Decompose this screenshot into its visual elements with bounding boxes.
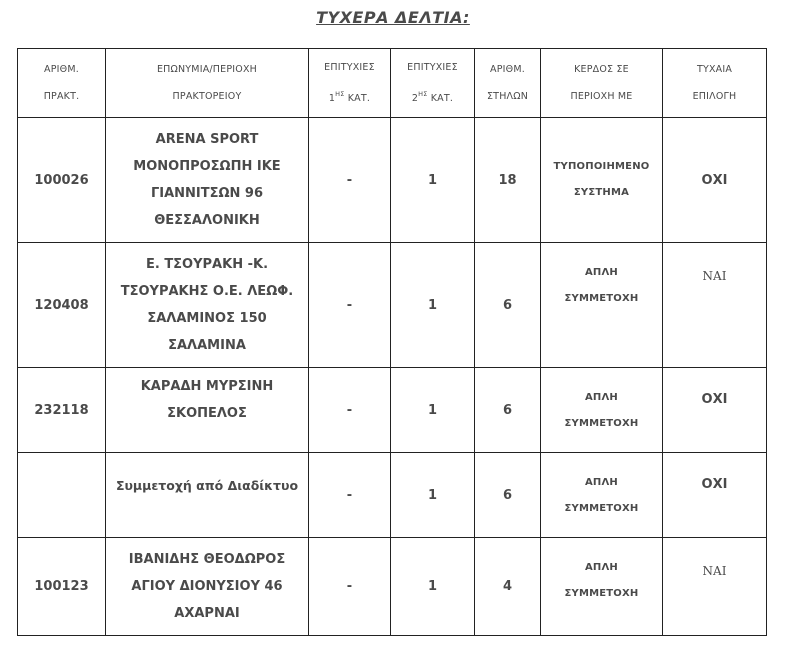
table-row — [18, 538, 767, 636]
profit-line: ΣΥΣΤΗΜΑ — [573, 187, 630, 198]
random-selection-cell: ΟΧΙ — [663, 368, 767, 453]
agency-name-cell — [106, 368, 309, 453]
header-name — [106, 49, 309, 118]
agency-name-line: ΙΒΑΝΙΔΗΣ ΘΕΟΔΩΡΟΣ — [128, 552, 286, 567]
page-title: ΤΥΧΕΡΑ ΔΕΛΤΙΑ: — [316, 8, 470, 27]
winning-tickets-table — [17, 48, 767, 636]
table-row — [18, 368, 767, 453]
header-columns — [475, 49, 541, 118]
second-category-cell: 1 — [391, 118, 475, 243]
profit-line: ΑΠΛΗ — [584, 392, 619, 403]
profit-line: ΣΥΜΜΕΤΟΧΗ — [564, 418, 639, 429]
header-row — [18, 49, 767, 118]
header-random — [663, 49, 767, 118]
first-category-cell: - — [309, 243, 391, 368]
header-profit — [541, 49, 663, 118]
agency-number-cell — [18, 453, 106, 538]
first-category-cell: - — [309, 538, 391, 636]
header-random-line: ΤΥΧΑΙΑ — [696, 64, 733, 75]
agency-name-cell — [106, 538, 309, 636]
agency-name-line: ΑΓΙΟΥ ΔΙΟΝΥΣΙΟΥ 46 — [131, 579, 283, 594]
agency-name-line: ΓΙΑΝΝΙΤΣΩΝ 96 — [150, 186, 264, 201]
header-profit-line: ΚΕΡΔΟΣ ΣΕ — [574, 64, 629, 75]
header-first-category — [309, 49, 391, 118]
header-second-category-num: 2 — [411, 93, 419, 104]
profit-line: ΑΠΛΗ — [584, 477, 619, 488]
columns-cell: 18 — [475, 118, 541, 243]
columns-cell: 6 — [475, 368, 541, 453]
first-category-cell: - — [309, 118, 391, 243]
header-first-category-rest: ΚΑΤ. — [344, 93, 371, 104]
columns-cell: 6 — [475, 243, 541, 368]
profit-line: ΣΥΜΜΕΤΟΧΗ — [564, 588, 639, 599]
header-second-category-rest: ΚΑΤ. — [427, 93, 454, 104]
profit-line: ΣΥΜΜΕΤΟΧΗ — [564, 293, 639, 304]
profit-line: ΑΠΛΗ — [584, 562, 619, 573]
table-row — [18, 243, 767, 368]
agency-number-cell: 100026 — [18, 118, 106, 243]
agency-name-line: ARENA SPORT — [155, 132, 259, 147]
agency-number-cell: 120408 — [18, 243, 106, 368]
second-category-cell: 1 — [391, 243, 475, 368]
agency-name-cell — [106, 243, 309, 368]
header-second-category — [391, 49, 475, 118]
agency-name-line: ΣΑΛΑΜΙΝΑ — [168, 338, 246, 353]
agency-name-line: ΤΣΟΥΡΑΚΗΣ Ο.Ε. ΛΕΩΦ. — [120, 284, 294, 299]
table-row — [18, 118, 767, 243]
header-random-line: ΕΠΙΛΟΓΗ — [692, 91, 737, 102]
header-agency-no-line: ΑΡΙΘΜ. — [44, 64, 79, 75]
header-name-line: ΠΡΑΚΤΟΡΕΙΟΥ — [172, 91, 242, 102]
header-second-category-sup: ΗΣ — [418, 90, 428, 98]
agency-number-cell: 100123 — [18, 538, 106, 636]
agency-name-line: Ε. ΤΣΟΥΡΑΚΗ -Κ. — [145, 257, 269, 272]
agency-name-line: ΣΑΛΑΜΙΝΟΣ 150 — [147, 311, 267, 326]
random-selection-cell: ΝΑΙ — [663, 538, 767, 636]
header-agency-no — [18, 49, 106, 118]
header-columns-line: ΑΡΙΘΜ. — [490, 64, 525, 75]
columns-cell: 4 — [475, 538, 541, 636]
header-first-category-line — [309, 81, 390, 112]
second-category-cell: 1 — [391, 453, 475, 538]
profit-line: ΑΠΛΗ — [584, 267, 619, 278]
header-first-category-sup: ΗΣ — [335, 90, 345, 98]
header-columns-line: ΣΤΗΛΩΝ — [486, 91, 528, 102]
profit-cell — [541, 243, 663, 368]
header-name-line: ΕΠΩΝΥΜΙΑ/ΠΕΡΙΟΧΗ — [156, 64, 258, 75]
second-category-cell: 1 — [391, 538, 475, 636]
header-second-category-line — [391, 81, 474, 112]
profit-cell — [541, 368, 663, 453]
agency-name-line: ΚΑΡΑΔΗ ΜΥΡΣΙΝΗ — [140, 379, 274, 394]
profit-cell — [541, 453, 663, 538]
first-category-cell: - — [309, 453, 391, 538]
agency-number-cell: 232118 — [18, 368, 106, 453]
random-selection-cell: ΟΧΙ — [663, 453, 767, 538]
agency-name-line: Συμμετοχή από Διαδίκτυο — [115, 478, 299, 493]
profit-cell — [541, 118, 663, 243]
random-selection-cell: ΝΑΙ — [663, 243, 767, 368]
table-row — [18, 453, 767, 538]
header-agency-no-line: ΠΡΑΚΤ. — [43, 91, 80, 102]
first-category-cell: - — [309, 368, 391, 453]
agency-name-cell — [106, 453, 309, 538]
agency-name-cell — [106, 118, 309, 243]
columns-cell: 6 — [475, 453, 541, 538]
random-selection-cell: ΟΧΙ — [663, 118, 767, 243]
header-profit-line: ΠΕΡΙΟΧΗ ΜΕ — [570, 91, 633, 102]
agency-name-line: ΜΟΝΟΠΡΟΣΩΠΗ ΙΚΕ — [133, 159, 281, 174]
header-second-category-line: ΕΠΙΤΥΧΙΕΣ — [407, 62, 458, 73]
header-first-category-num: 1 — [328, 93, 336, 104]
agency-name-line: ΑΧΑΡΝΑΙ — [174, 606, 240, 621]
header-first-category-line: ΕΠΙΤΥΧΙΕΣ — [324, 62, 375, 73]
profit-cell — [541, 538, 663, 636]
agency-name-line: ΘΕΣΣΑΛΟΝΙΚΗ — [154, 213, 260, 228]
agency-name-line: ΣΚΟΠΕΛΟΣ — [167, 406, 247, 421]
profit-line: ΣΥΜΜΕΤΟΧΗ — [564, 503, 639, 514]
profit-line: ΤΥΠΟΠΟΙΗΜΕΝΟ — [553, 161, 650, 172]
second-category-cell: 1 — [391, 368, 475, 453]
